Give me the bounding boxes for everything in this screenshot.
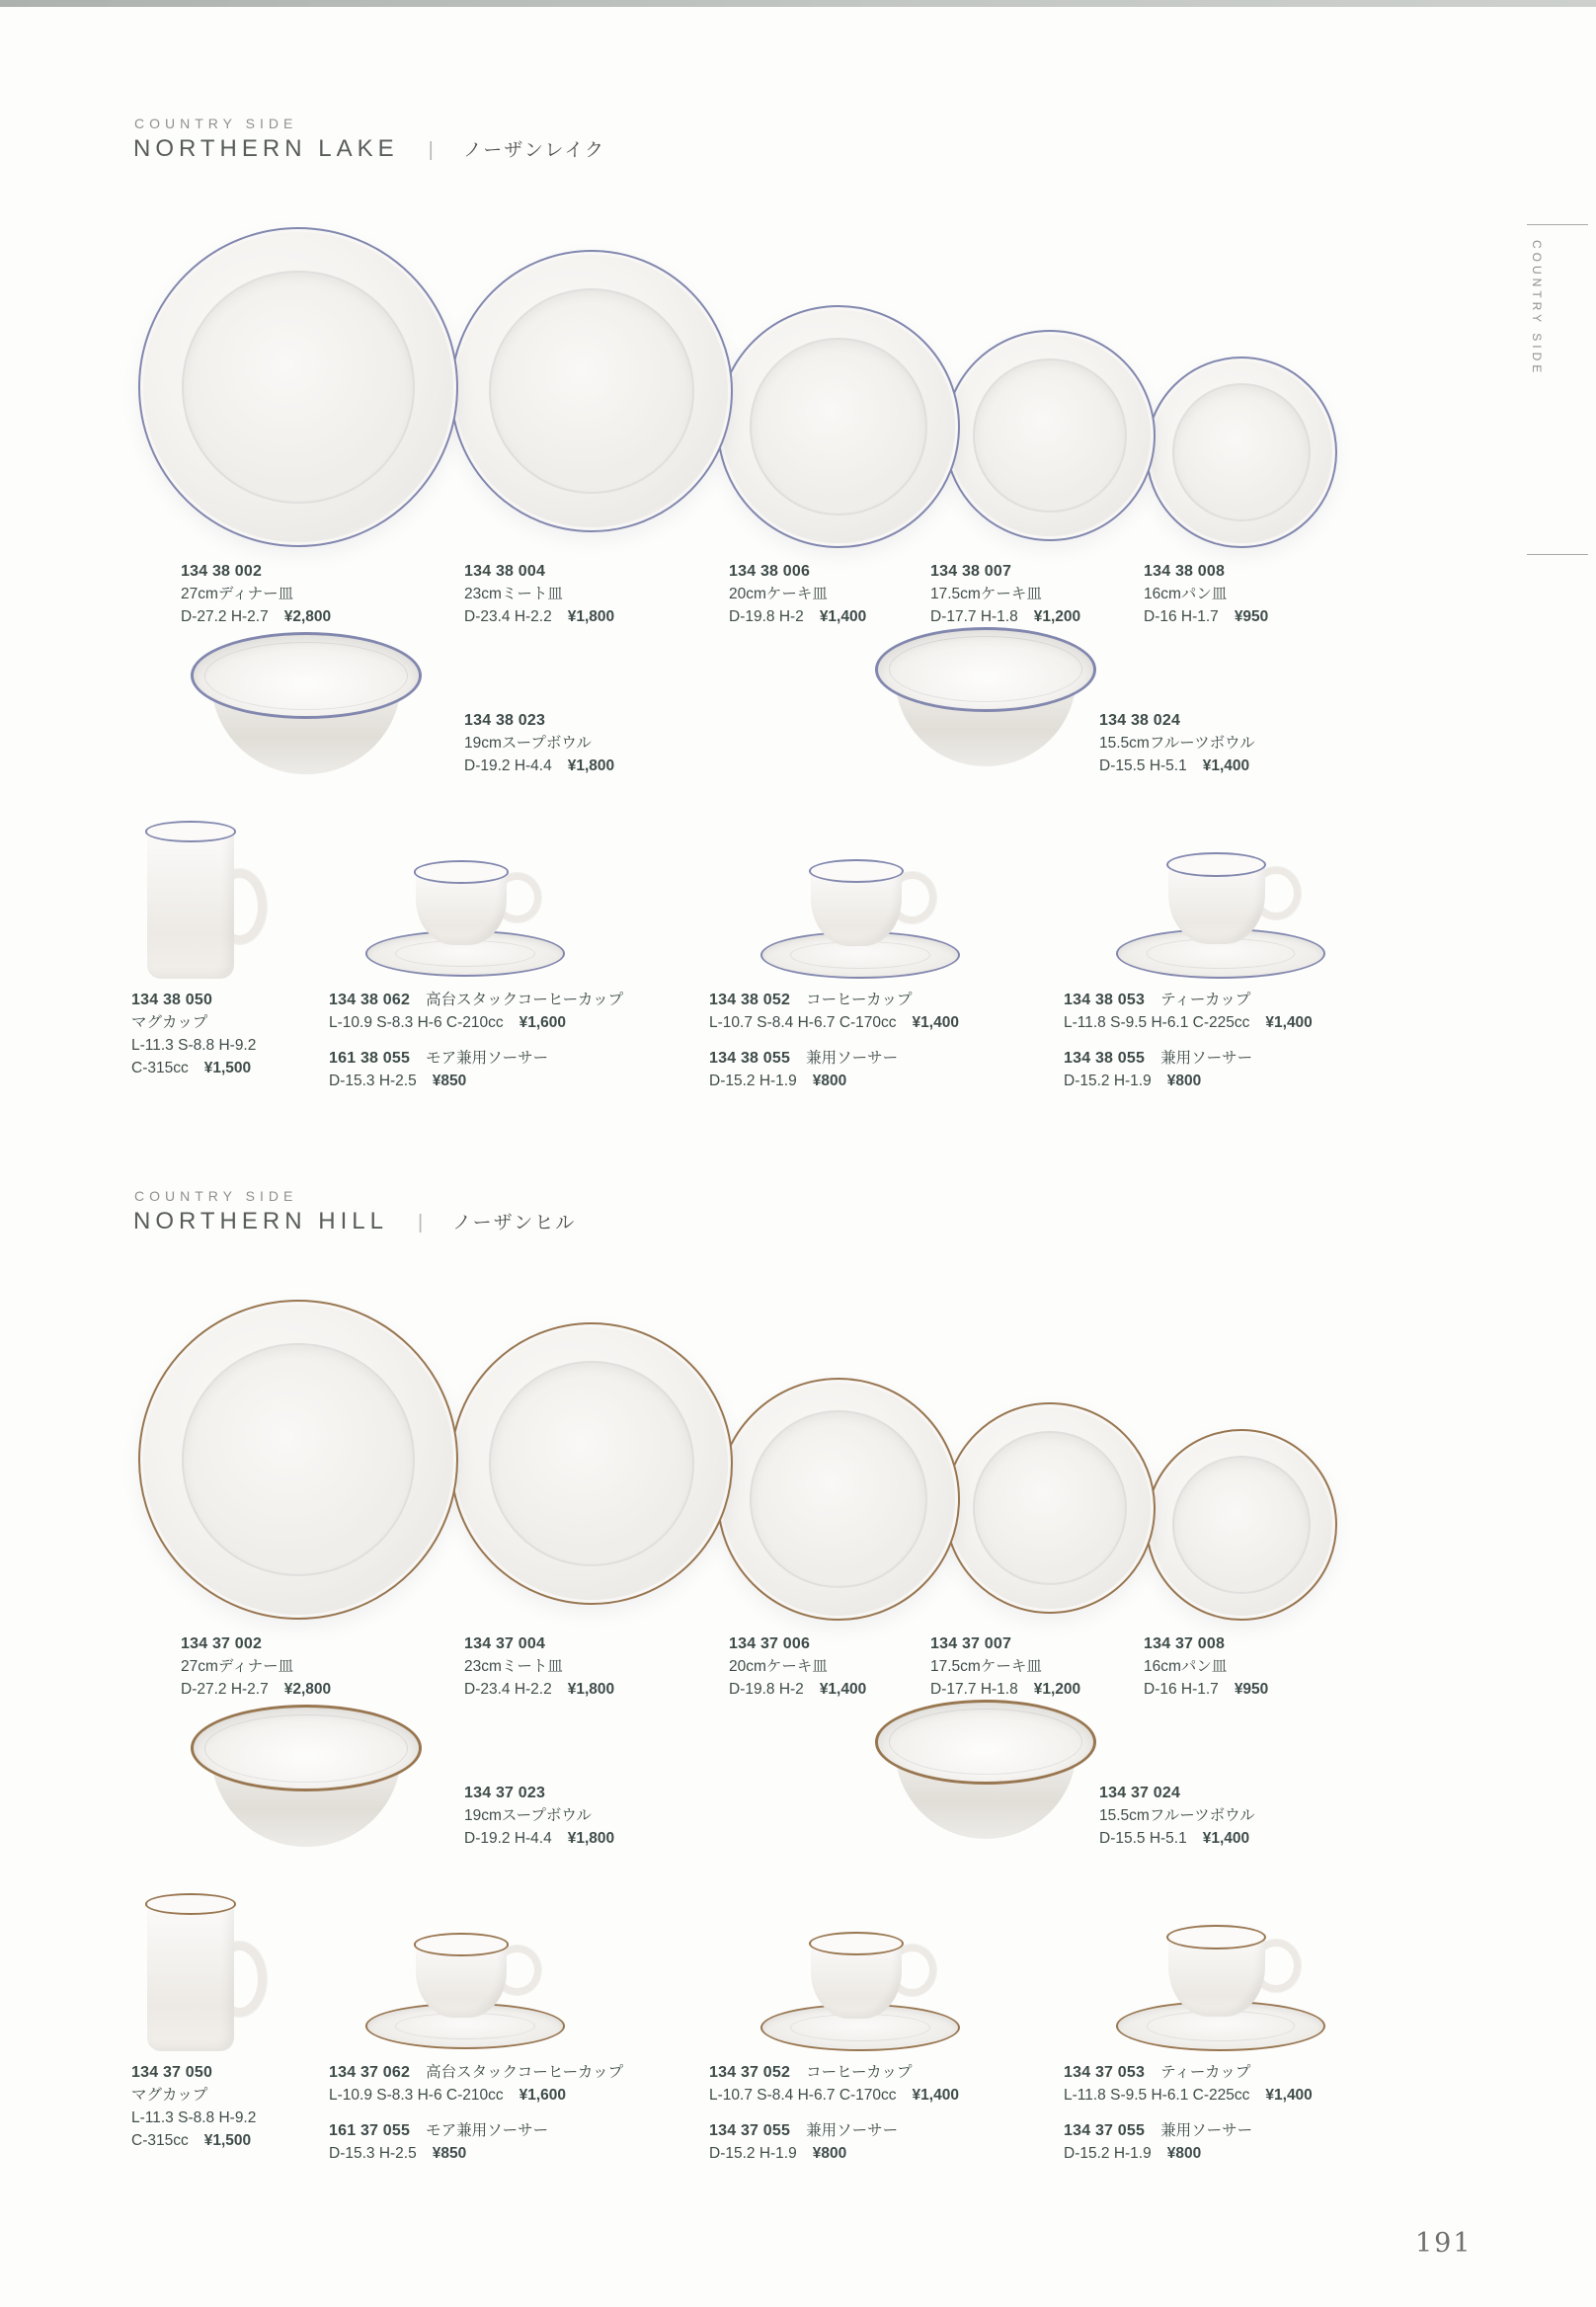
page-edge-strip (0, 0, 1596, 7)
product-code: 134 38 062 (329, 992, 411, 1008)
cup-code-line (1064, 989, 1459, 1011)
product-spec-line (1144, 1678, 1400, 1701)
product-spec: D-17.7 H-1.8 (930, 1681, 1018, 1698)
product-name: 20cmケーキ皿 (729, 1658, 828, 1675)
cup-saucer-image (1116, 1911, 1325, 2051)
saucer-spec-line (709, 2142, 1104, 2165)
section-eyebrow: COUNTRY SIDE (134, 116, 298, 131)
product-code: 134 37 002 (181, 1635, 263, 1652)
bowl-rim-shape (875, 1700, 1096, 1785)
title-divider: | (417, 1212, 424, 1233)
product-code: 134 38 024 (1099, 712, 1181, 729)
product-spec: D-16 H-1.7 (1144, 608, 1219, 625)
saucer-code-line (1064, 1047, 1459, 1070)
product-name: 15.5cmフルーツボウル (1099, 1807, 1255, 1824)
plate-label (181, 1632, 438, 1701)
section-title: NORTHERN HILL (133, 1208, 388, 1234)
plate-image (944, 330, 1156, 541)
product-spec: D-15.2 H-1.9 (1064, 2145, 1152, 2162)
bowl-image (191, 632, 422, 782)
product-name: コーヒーカップ (806, 2064, 913, 2081)
product-name: モア兼用ソーサー (426, 1050, 549, 1067)
saucer-code-line (709, 2119, 1104, 2142)
product-code: 134 38 004 (464, 563, 546, 580)
product-spec: L-10.9 S-8.3 H-6 C-210cc (329, 2087, 504, 2104)
product-spec: D-19.8 H-2 (729, 608, 804, 625)
product-spec-line (464, 1827, 721, 1850)
product-spec: L-10.9 S-8.3 H-6 C-210cc (329, 1014, 504, 1031)
product-code: 134 37 006 (729, 1635, 811, 1652)
saucer-code-line (329, 2119, 724, 2142)
cup-shape (811, 1939, 903, 2018)
product-price: ¥1,400 (1265, 1014, 1313, 1031)
product-spec: L-11.8 S-9.5 H-6.1 C-225cc (1064, 2087, 1250, 2104)
label-gap (709, 2107, 1104, 2119)
plate-image (138, 227, 458, 547)
product-spec-line (1099, 1827, 1356, 1850)
product-code: 134 37 050 (131, 2064, 213, 2081)
side-tab-label: COUNTRY SIDE (1530, 240, 1544, 377)
section-title-row (133, 1208, 576, 1235)
cup-saucer-label (1064, 989, 1459, 1092)
product-name: マグカップ (131, 1014, 208, 1031)
bowl-label (1099, 709, 1356, 777)
plate-image (1146, 1429, 1337, 1621)
product-price: ¥1,500 (203, 2132, 252, 2149)
product-code: 161 38 055 (329, 1050, 411, 1067)
cup-spec-line (709, 2084, 1104, 2107)
product-name: 20cmケーキ皿 (729, 586, 828, 602)
product-spec: L-11.8 S-9.5 H-6.1 C-225cc (1064, 1014, 1250, 1031)
product-spec: D-16 H-1.7 (1144, 1681, 1219, 1698)
product-code: 134 38 002 (181, 563, 263, 580)
product-price: ¥950 (1234, 608, 1269, 625)
product-price: ¥2,800 (283, 1681, 332, 1698)
product-price: ¥800 (1166, 1073, 1202, 1089)
product-price: ¥1,600 (519, 2087, 567, 2104)
plate-label (1144, 560, 1400, 628)
product-name: 16cmパン皿 (1144, 586, 1228, 602)
product-spec-line (181, 1678, 438, 1701)
product-code: 134 38 008 (1144, 563, 1226, 580)
product-spec: D-15.5 H-5.1 (1099, 757, 1187, 774)
product-name: 23cmミート皿 (464, 586, 563, 602)
product-code: 134 38 052 (709, 992, 791, 1008)
cup-saucer-image (760, 1919, 960, 2051)
product-name: 23cmミート皿 (464, 1658, 563, 1675)
bowl-label (1099, 1782, 1356, 1850)
product-price: ¥850 (432, 2145, 467, 2162)
product-spec: D-19.2 H-4.4 (464, 1830, 552, 1847)
product-name: 15.5cmフルーツボウル (1099, 735, 1255, 752)
cup-spec-line (1064, 2084, 1459, 2107)
cup-saucer-label (329, 2061, 724, 2165)
mug-body-shape (147, 828, 234, 979)
mug-image (144, 1891, 284, 2059)
product-spec: D-27.2 H-2.7 (181, 608, 269, 625)
product-spec-line (464, 755, 721, 777)
plate-label (181, 560, 438, 628)
cup-code-line (1064, 2061, 1459, 2084)
product-price: ¥1,800 (567, 1830, 615, 1847)
bowl-image (875, 1700, 1096, 1846)
cup-code-line (329, 2061, 724, 2084)
product-price: ¥1,400 (1202, 1830, 1250, 1847)
plate-image (717, 305, 960, 548)
label-gap (709, 1034, 1104, 1047)
cup-shape (811, 866, 903, 945)
product-spec: C-315cc (131, 2132, 189, 2149)
cup-code-line (709, 989, 1104, 1011)
saucer-spec-line (1064, 1070, 1459, 1092)
product-spec: D-19.2 H-4.4 (464, 757, 552, 774)
saucer-spec-line (709, 1070, 1104, 1092)
section-northern-hill (0, 1188, 1596, 2261)
cup-spec-line (1064, 1011, 1459, 1034)
label-gap (329, 2107, 724, 2119)
bowl-rim-shape (191, 1705, 422, 1791)
product-price: ¥1,400 (1202, 757, 1250, 774)
cup-saucer-image (365, 1921, 565, 2049)
plate-image (450, 250, 733, 532)
cup-shape (1168, 1932, 1265, 2016)
product-code: 134 37 052 (709, 2064, 791, 2081)
cup-shape (1168, 859, 1265, 943)
product-spec-line (1099, 755, 1356, 777)
product-spec: D-23.4 H-2.2 (464, 1681, 552, 1698)
product-code: 134 37 062 (329, 2064, 411, 2081)
product-price: ¥800 (812, 2145, 847, 2162)
product-code: 134 38 050 (131, 992, 213, 1008)
cup-saucer-label (709, 2061, 1104, 2165)
product-code: 134 37 008 (1144, 1635, 1226, 1652)
mug-body-shape (147, 1900, 234, 2051)
product-price: ¥1,600 (519, 1014, 567, 1031)
product-code: 134 38 023 (464, 712, 546, 729)
product-code: 134 37 023 (464, 1785, 546, 1801)
product-name: 兼用ソーサー (1160, 1050, 1253, 1067)
bowl-image (875, 627, 1096, 773)
product-name: 19cmスープボウル (464, 1807, 592, 1824)
product-code: 134 37 007 (930, 1635, 1012, 1652)
product-spec: L-11.3 S-8.8 H-9.2 (131, 2109, 257, 2126)
saucer-spec-line (329, 1070, 724, 1092)
product-spec: C-315cc (131, 1060, 189, 1076)
product-spec: D-15.2 H-1.9 (1064, 1073, 1152, 1089)
label-gap (1064, 1034, 1459, 1047)
product-price: ¥800 (812, 1073, 847, 1089)
product-name: マグカップ (131, 2087, 208, 2104)
product-code: 134 37 004 (464, 1635, 546, 1652)
product-code: 134 38 006 (729, 563, 811, 580)
product-price: ¥800 (1166, 2145, 1202, 2162)
product-code: 134 38 055 (709, 1050, 791, 1067)
product-spec-line (464, 605, 721, 628)
plate-label (464, 1632, 721, 1701)
saucer-code-line (329, 1047, 724, 1070)
product-spec: D-15.3 H-2.5 (329, 2145, 417, 2162)
product-name: 17.5cmケーキ皿 (930, 1658, 1042, 1675)
product-name: ティーカップ (1160, 2064, 1251, 2081)
product-price: ¥850 (432, 1073, 467, 1089)
product-code: 134 38 055 (1064, 1050, 1146, 1067)
saucer-spec-line (1064, 2142, 1459, 2165)
product-price: ¥1,800 (567, 1681, 615, 1698)
cup-shape (416, 1941, 508, 2018)
section-eyebrow: COUNTRY SIDE (134, 1188, 298, 1204)
product-name: 17.5cmケーキ皿 (930, 586, 1042, 602)
product-price: ¥950 (1234, 1681, 1269, 1698)
cup-saucer-label (1064, 2061, 1459, 2165)
cup-saucer-image (365, 848, 565, 977)
product-spec: L-10.7 S-8.4 H-6.7 C-170cc (709, 2087, 897, 2104)
plate-image (717, 1378, 960, 1621)
product-spec: D-19.8 H-2 (729, 1681, 804, 1698)
bowl-label (464, 1782, 721, 1850)
product-code: 161 37 055 (329, 2122, 411, 2139)
section-title-jp: ノーザンヒル (452, 1213, 577, 1233)
section-title-row (133, 135, 605, 163)
product-name: 兼用ソーサー (1160, 2122, 1253, 2139)
product-spec: D-15.2 H-1.9 (709, 1073, 797, 1089)
product-price: ¥1,400 (819, 608, 867, 625)
product-price: ¥2,800 (283, 608, 332, 625)
product-price: ¥1,200 (1033, 1681, 1081, 1698)
section-northern-lake (0, 116, 1596, 1188)
bowl-rim-shape (191, 632, 422, 719)
product-name: 高台スタックコーヒーカップ (426, 992, 624, 1008)
saucer-spec-line (329, 2142, 724, 2165)
bowl-rim-shape (875, 627, 1096, 712)
saucer-code-line (1064, 2119, 1459, 2142)
plate-label (464, 560, 721, 628)
cup-saucer-image (1116, 838, 1325, 979)
product-spec-line (464, 1678, 721, 1701)
product-spec: D-23.4 H-2.2 (464, 608, 552, 625)
cup-saucer-label (329, 989, 724, 1092)
cup-shape (416, 868, 508, 945)
cup-code-line (329, 989, 724, 1011)
plate-image (138, 1300, 458, 1620)
product-price: ¥1,500 (203, 1060, 252, 1076)
cup-saucer-label (709, 989, 1104, 1092)
product-name: ティーカップ (1160, 992, 1251, 1008)
mug-image (144, 819, 284, 987)
product-code: 134 38 007 (930, 563, 1012, 580)
product-price: ¥1,800 (567, 608, 615, 625)
product-name: 19cmスープボウル (464, 735, 592, 752)
cup-spec-line (709, 1011, 1104, 1034)
section-title-jp: ノーザンレイク (462, 140, 606, 161)
cup-spec-line (329, 2084, 724, 2107)
product-spec: L-11.3 S-8.8 H-9.2 (131, 1037, 257, 1054)
product-name: モア兼用ソーサー (426, 2122, 549, 2139)
product-code: 134 37 055 (709, 2122, 791, 2139)
product-name: 27cmディナー皿 (181, 586, 294, 602)
plate-image (1146, 357, 1337, 548)
product-price: ¥1,400 (912, 2087, 959, 2104)
saucer-code-line (709, 1047, 1104, 1070)
product-name: 16cmパン皿 (1144, 1658, 1228, 1675)
product-spec: D-17.7 H-1.8 (930, 608, 1018, 625)
label-gap (1064, 2107, 1459, 2119)
product-code: 134 37 055 (1064, 2122, 1146, 2139)
product-spec: L-10.7 S-8.4 H-6.7 C-170cc (709, 1014, 897, 1031)
label-gap (329, 1034, 724, 1047)
title-divider: | (428, 139, 434, 161)
product-price: ¥1,200 (1033, 608, 1081, 625)
product-spec: D-15.5 H-5.1 (1099, 1830, 1187, 1847)
product-spec: D-15.3 H-2.5 (329, 1073, 417, 1089)
page-number: 191 (1415, 2228, 1473, 2259)
product-price: ¥1,400 (819, 1681, 867, 1698)
product-price: ¥1,800 (567, 757, 615, 774)
product-name: 兼用ソーサー (806, 2122, 899, 2139)
product-price: ¥1,400 (912, 1014, 959, 1031)
bowl-image (191, 1705, 422, 1855)
cup-saucer-image (760, 846, 960, 979)
section-title: NORTHERN LAKE (133, 135, 399, 162)
plate-image (450, 1322, 733, 1605)
product-name: コーヒーカップ (806, 992, 913, 1008)
product-spec-line (181, 605, 438, 628)
product-spec: D-27.2 H-2.7 (181, 1681, 269, 1698)
product-spec-line (1144, 605, 1400, 628)
cup-spec-line (329, 1011, 724, 1034)
product-name: 高台スタックコーヒーカップ (426, 2064, 624, 2081)
product-spec: D-15.2 H-1.9 (709, 2145, 797, 2162)
plate-image (944, 1402, 1156, 1614)
product-code: 134 37 053 (1064, 2064, 1146, 2081)
product-code: 134 38 053 (1064, 992, 1146, 1008)
product-code: 134 37 024 (1099, 1785, 1181, 1801)
product-name: 兼用ソーサー (806, 1050, 899, 1067)
product-name: 27cmディナー皿 (181, 1658, 294, 1675)
cup-code-line (709, 2061, 1104, 2084)
product-price: ¥1,400 (1265, 2087, 1313, 2104)
bowl-label (464, 709, 721, 777)
plate-label (1144, 1632, 1400, 1701)
